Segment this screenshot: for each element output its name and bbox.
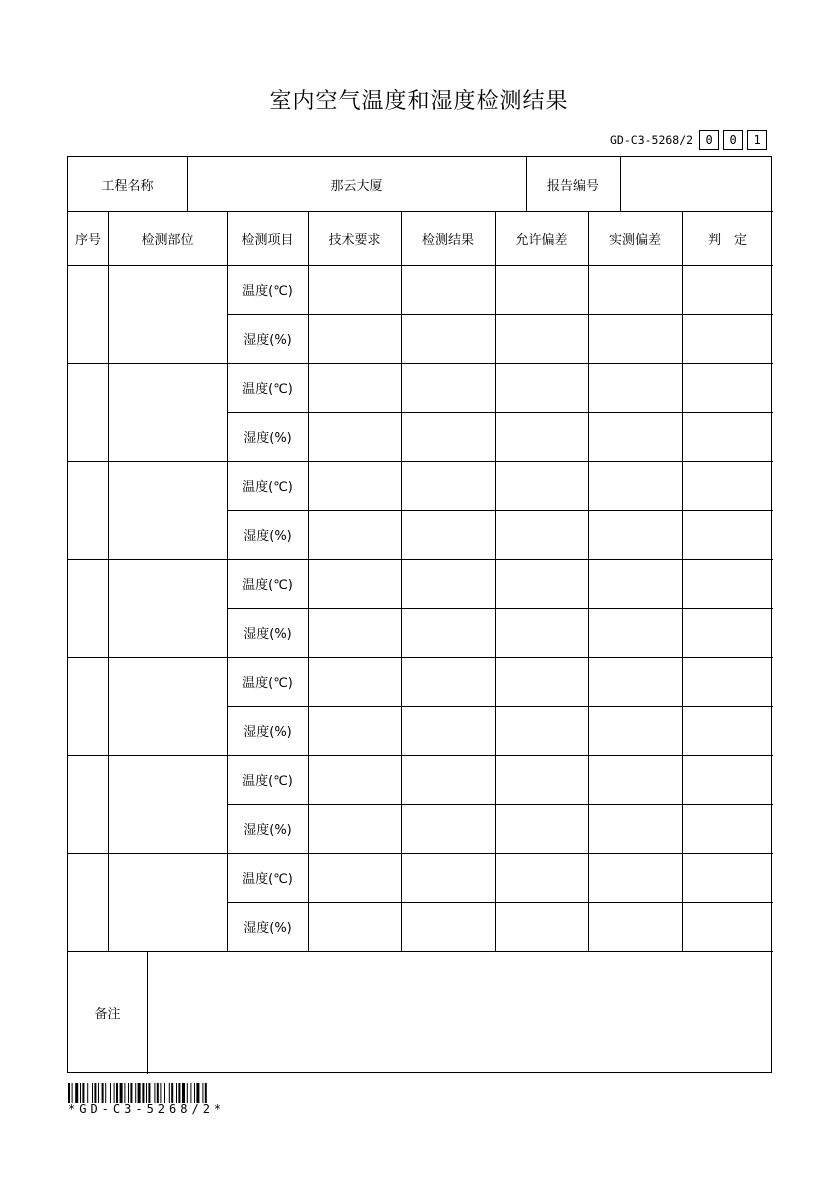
table-rule bbox=[68, 951, 773, 952]
project-name-value: 那云大厦 bbox=[330, 178, 383, 194]
table-rule bbox=[227, 510, 773, 511]
form-code bbox=[610, 130, 767, 150]
barcode-bar bbox=[187, 1083, 188, 1103]
temperature-item: 温度(℃) bbox=[242, 382, 293, 397]
temperature-item: 温度(℃) bbox=[242, 480, 293, 495]
barcode-bar bbox=[98, 1083, 99, 1103]
form-code-digit: 1 bbox=[747, 130, 767, 150]
temperature-item: 温度(℃) bbox=[242, 872, 293, 887]
table-rule bbox=[227, 412, 773, 413]
humidity-item: 湿度(%) bbox=[243, 333, 292, 348]
barcode-bar bbox=[138, 1083, 141, 1103]
temperature-item: 温度(℃) bbox=[242, 774, 293, 789]
table-rule bbox=[108, 211, 109, 951]
barcode-bar bbox=[146, 1083, 147, 1103]
barcode-bar bbox=[171, 1083, 173, 1103]
barcode-bar bbox=[94, 1083, 96, 1103]
barcode-bar bbox=[120, 1083, 123, 1103]
barcode-bar bbox=[135, 1083, 136, 1103]
table-rule bbox=[308, 211, 309, 951]
barcode-text: *GD-C3-5268/2* bbox=[68, 1102, 226, 1116]
barcode-bar bbox=[114, 1083, 115, 1103]
humidity-item: 湿度(%) bbox=[243, 529, 292, 544]
barcode-bar bbox=[196, 1083, 199, 1103]
barcode-image bbox=[68, 1083, 250, 1103]
barcode-bar bbox=[80, 1083, 81, 1103]
barcode-bar bbox=[176, 1083, 177, 1103]
table-rule bbox=[68, 657, 773, 658]
barcode-bar bbox=[205, 1083, 207, 1103]
col-index-header: 序号 bbox=[74, 232, 101, 248]
page-title: 室内空气温度和湿度检测结果 bbox=[269, 89, 569, 114]
humidity-item: 湿度(%) bbox=[243, 823, 292, 838]
col-location-header: 检测部位 bbox=[141, 232, 194, 248]
barcode-bar bbox=[110, 1083, 111, 1103]
barcode-bar bbox=[82, 1083, 84, 1103]
table-rule bbox=[227, 902, 773, 903]
col-deviation-header: 实测偏差 bbox=[608, 232, 661, 248]
barcode-bar bbox=[148, 1083, 150, 1103]
table-rule bbox=[227, 804, 773, 805]
table-rule bbox=[227, 706, 773, 707]
table-rule bbox=[68, 363, 773, 364]
table-rule bbox=[227, 608, 773, 609]
temperature-item: 温度(℃) bbox=[242, 676, 293, 691]
table-rule bbox=[68, 853, 773, 854]
humidity-item: 湿度(%) bbox=[243, 627, 292, 642]
barcode-bar bbox=[178, 1083, 180, 1103]
col-item-header: 检测项目 bbox=[241, 232, 294, 248]
col-requirement-header: 技术要求 bbox=[328, 232, 381, 248]
barcode-bar bbox=[72, 1083, 73, 1103]
barcode-bar bbox=[142, 1083, 144, 1103]
barcode-bar bbox=[154, 1083, 155, 1103]
barcode-bar bbox=[169, 1083, 170, 1103]
barcode-bar bbox=[194, 1083, 195, 1103]
temperature-item: 温度(℃) bbox=[242, 284, 293, 299]
barcode-bar bbox=[202, 1083, 203, 1103]
table-rule bbox=[401, 211, 402, 951]
barcode-bar bbox=[130, 1083, 132, 1103]
humidity-item: 湿度(%) bbox=[243, 431, 292, 446]
temperature-item: 温度(℃) bbox=[242, 578, 293, 593]
table-rule bbox=[588, 211, 589, 951]
barcode-bar bbox=[160, 1083, 161, 1103]
table-rule bbox=[147, 951, 148, 1074]
form-code-label: GD-C3-5268/2 bbox=[610, 133, 694, 147]
table-rule bbox=[682, 211, 683, 951]
table-rule bbox=[227, 314, 773, 315]
barcode-bar bbox=[164, 1083, 165, 1103]
remarks-label: 备注 bbox=[94, 1007, 121, 1022]
table-rule bbox=[68, 265, 773, 266]
barcode-bar bbox=[190, 1083, 191, 1103]
col-judgement-header: 判 定 bbox=[707, 232, 747, 248]
form-code-digit: 0 bbox=[723, 130, 743, 150]
table-rule bbox=[68, 461, 773, 462]
col-tolerance-header: 允许偏差 bbox=[515, 232, 568, 248]
table-rule bbox=[495, 211, 496, 951]
project-name-label: 工程名称 bbox=[101, 178, 154, 194]
barcode-bar bbox=[128, 1083, 129, 1103]
col-result-header: 检测结果 bbox=[421, 232, 474, 248]
barcode-bar bbox=[105, 1083, 106, 1103]
humidity-item: 湿度(%) bbox=[243, 921, 292, 936]
barcode-bar bbox=[157, 1083, 159, 1103]
table-rule bbox=[68, 559, 773, 560]
report-no-value bbox=[620, 157, 773, 211]
barcode-bar bbox=[116, 1083, 118, 1103]
barcode-bar bbox=[124, 1083, 125, 1103]
table-rule bbox=[68, 755, 773, 756]
barcode-bar bbox=[182, 1083, 185, 1103]
barcode-bar bbox=[92, 1083, 93, 1103]
barcode-bar bbox=[75, 1083, 78, 1103]
report-no-label: 报告编号 bbox=[546, 178, 599, 194]
barcode-bar bbox=[87, 1083, 88, 1103]
form-code-digit: 0 bbox=[699, 130, 719, 150]
humidity-item: 湿度(%) bbox=[243, 725, 292, 740]
result-table bbox=[67, 156, 772, 1073]
barcode-bar bbox=[102, 1083, 104, 1103]
barcode-bar bbox=[68, 1083, 70, 1103]
